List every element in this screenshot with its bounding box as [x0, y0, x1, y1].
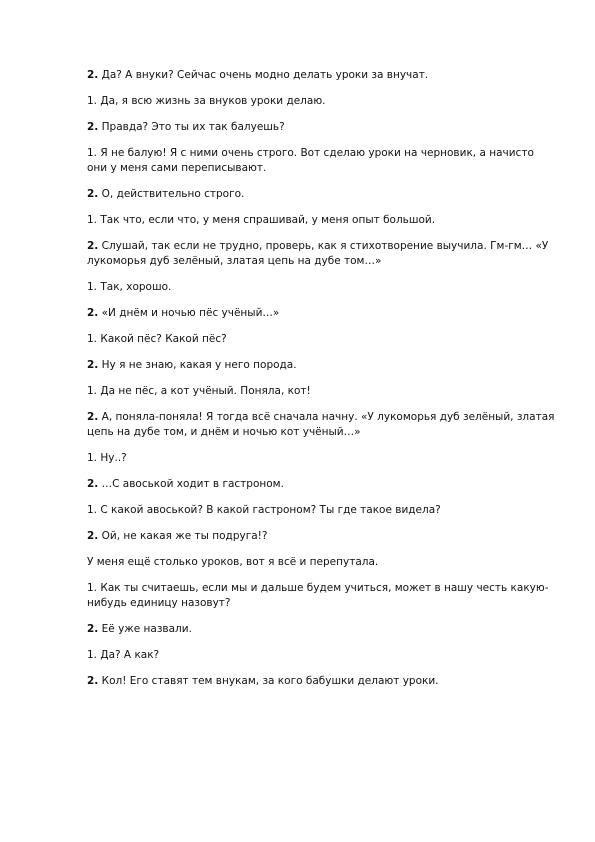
line-text: Ой, не какая же ты подруга!? — [98, 530, 268, 542]
dialogue-line — [87, 622, 557, 637]
speaker-number: 2. — [87, 359, 99, 371]
dialogue-line — [87, 239, 557, 269]
narrative-line — [87, 555, 557, 570]
speaker-number: 1. — [87, 582, 98, 594]
line-text: У меня ещё столько уроков, вот я всё и перепутала. — [87, 556, 379, 568]
line-text: Ну я не знаю, какая у него порода. — [98, 359, 297, 371]
speaker-number: 2. — [87, 188, 99, 200]
line-text: Кол! Его ставят тем внукам, за кого бабушки делают уроки. — [98, 675, 439, 687]
line-text: Какой пёс? Какой пёс? — [97, 333, 227, 345]
dialogue-line — [87, 332, 557, 347]
speaker-number: 1. — [87, 504, 98, 516]
dialogue-line — [87, 187, 557, 202]
speaker-number: 2. — [87, 623, 99, 635]
dialogue-line — [87, 68, 557, 83]
speaker-number: 1. — [87, 281, 98, 293]
dialogue-body — [87, 68, 557, 700]
dialogue-line — [87, 581, 557, 611]
dialogue-line — [87, 120, 557, 135]
dialogue-line — [87, 358, 557, 373]
speaker-number: 2. — [87, 411, 99, 423]
dialogue-line — [87, 451, 557, 466]
line-text: О, действительно строго. — [98, 188, 245, 200]
speaker-number: 2. — [87, 530, 99, 542]
speaker-number: 1. — [87, 333, 98, 345]
line-text: Да? А внуки? Сейчас очень модно делать уроки за внучат. — [98, 69, 429, 81]
dialogue-line — [87, 213, 557, 228]
dialogue-line — [87, 529, 557, 544]
line-text: С какой авоськой? В какой гастроном? Ты где такое видела? — [97, 504, 441, 516]
dialogue-line — [87, 477, 557, 492]
line-text: А, поняла-поняла! Я тогда всё сначала начну. «У лукоморья дуб зелёный, златая цепь на дубе том, и днём и ночью кот учёный…» — [87, 411, 555, 438]
dialogue-line — [87, 94, 557, 109]
speaker-number: 1. — [87, 147, 98, 159]
speaker-number: 2. — [87, 240, 99, 252]
speaker-number: 2. — [87, 307, 99, 319]
line-text: Я не балую! Я с ними очень строго. Вот сделаю уроки на черновик, а начисто они у меня сами переписывают. — [87, 147, 534, 174]
speaker-number: 1. — [87, 452, 98, 464]
dialogue-line — [87, 648, 557, 663]
line-text: Так что, если что, у меня спрашивай, у меня опыт большой. — [97, 214, 436, 226]
line-text: …С авоськой ходит в гастроном. — [98, 478, 284, 490]
line-text: Ну..? — [97, 452, 127, 464]
speaker-number: 2. — [87, 69, 99, 81]
line-text: Правда? Это ты их так балуешь? — [98, 121, 285, 133]
line-text: Да не пёс, а кот учёный. Поняла, кот! — [97, 385, 311, 397]
speaker-number: 1. — [87, 214, 98, 226]
speaker-number: 2. — [87, 478, 99, 490]
speaker-number: 1. — [87, 385, 98, 397]
line-text: Как ты считаешь, если мы и дальше будем учиться, может в нашу честь какую-нибудь единицу назовут? — [87, 582, 549, 609]
line-text: «И днём и ночью пёс учёный…» — [98, 307, 280, 319]
speaker-number: 2. — [87, 121, 99, 133]
dialogue-line — [87, 410, 557, 440]
line-text: Слушай, так если не трудно, проверь, как я стихотворение выучила. Гм-гм… «У лукоморья дуб зелёный, златая цепь на дубе том…» — [87, 240, 549, 267]
dialogue-line — [87, 503, 557, 518]
speaker-number: 1. — [87, 95, 98, 107]
speaker-number: 1. — [87, 649, 98, 661]
dialogue-line — [87, 280, 557, 295]
line-text: Да? А как? — [97, 649, 160, 661]
line-text: Её уже назвали. — [98, 623, 192, 635]
line-text: Так, хорошо. — [97, 281, 172, 293]
dialogue-line — [87, 146, 557, 176]
dialogue-line — [87, 674, 557, 689]
speaker-number: 2. — [87, 675, 99, 687]
dialogue-line — [87, 306, 557, 321]
dialogue-line — [87, 384, 557, 399]
line-text: Да, я всю жизнь за внуков уроки делаю. — [97, 95, 326, 107]
